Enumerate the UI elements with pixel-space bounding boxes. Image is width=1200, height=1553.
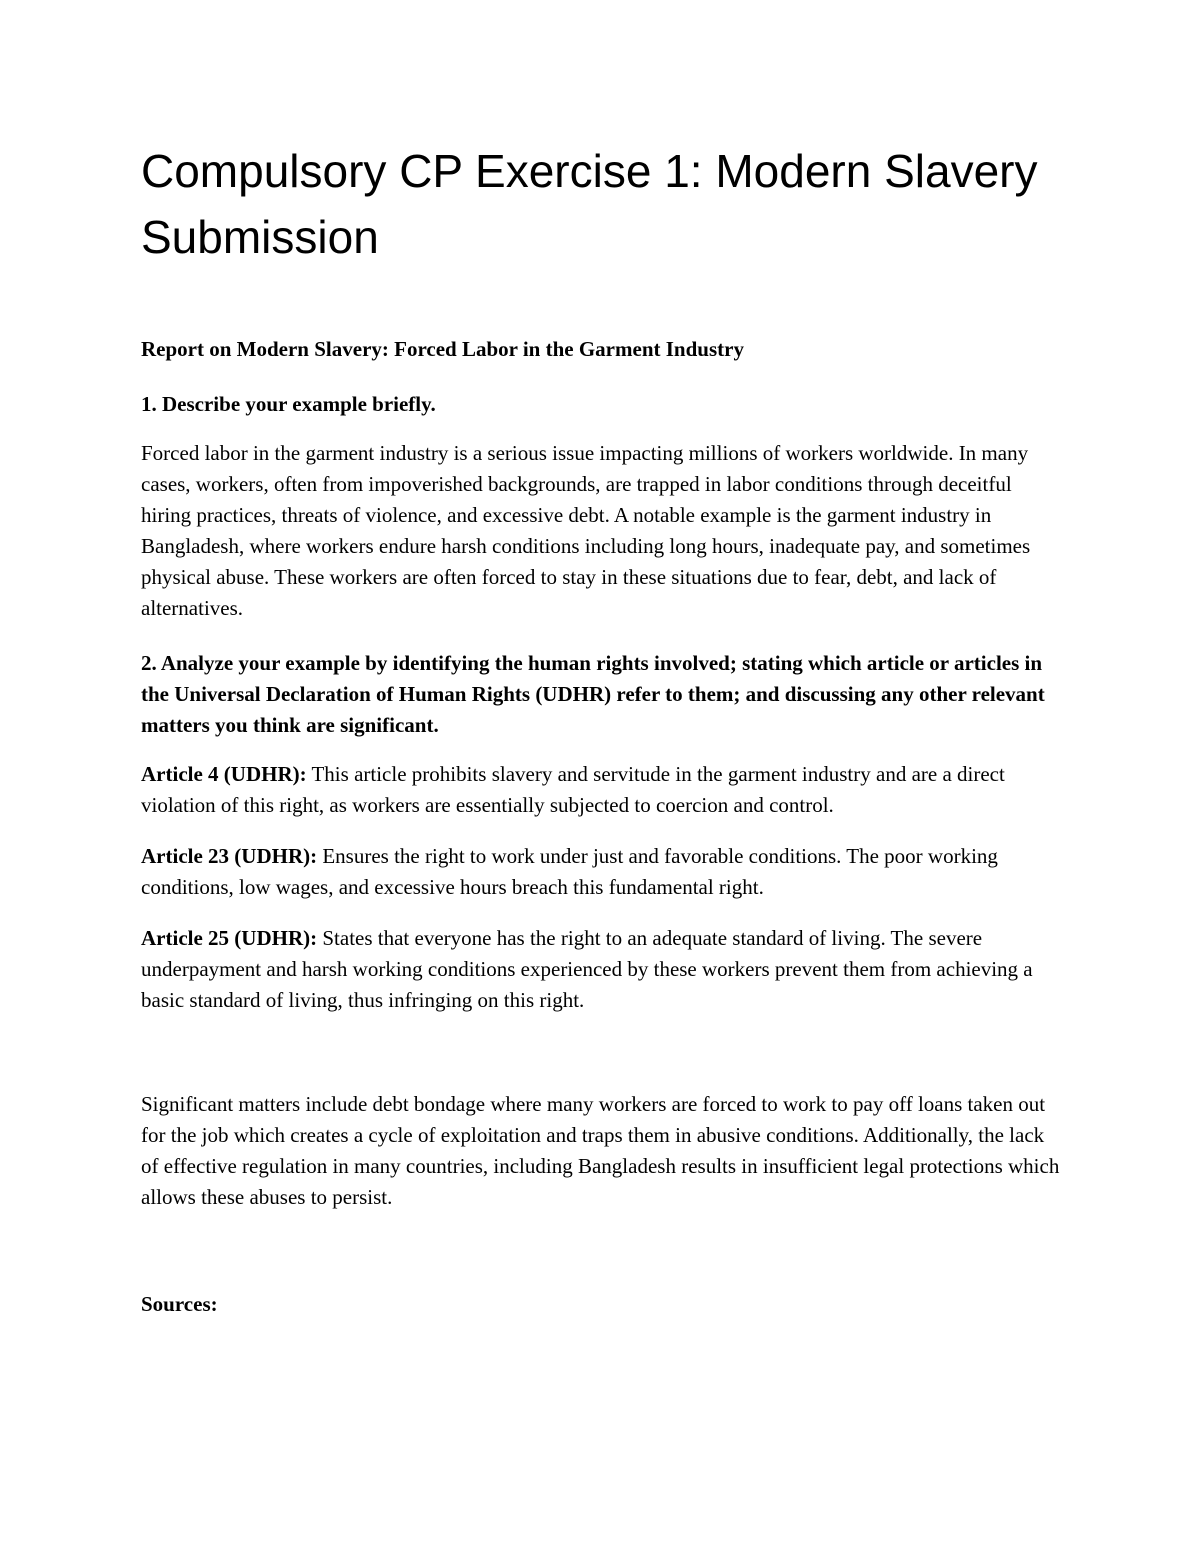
article-23-label: Article 23 (UDHR): — [141, 844, 318, 868]
sources-label: Sources: — [141, 1292, 218, 1316]
article-23-text: Ensures the right to work under just and favorable conditions. The poor working conditions, low wages, and excessive hours breach this fundamental right. — [141, 844, 998, 899]
article-25-paragraph — [141, 923, 1061, 1016]
article-4-label: Article 4 (UDHR): — [141, 762, 307, 786]
section-1-body: Forced labor in the garment industry is a serious issue impacting millions of workers worldwide. In many cases, workers, often from impoverished backgrounds, are trapped in labor conditions through deceitful hiring practices, threats of violence, and excessive debt. A notable example is the garment industry in Bangladesh, where workers endure harsh conditions including long hours, inadequate pay, and sometimes physical abuse. These workers are often forced to stay in these situations due to fear, debt, and lack of alternatives. — [141, 441, 1031, 620]
article-25-label: Article 25 (UDHR): — [141, 926, 318, 950]
document-content — [141, 138, 1061, 1320]
article-25-text: States that everyone has the right to an adequate standard of living. The severe underpayment and harsh working conditions experienced by these workers prevent them from achieving a basic standard of living, thus infringing on this right. — [141, 926, 1033, 1012]
section-2-heading: 2. Analyze your example by identifying the human rights involved; stating which article or articles in the Universal Declaration of Human Rights (UDHR) refer to them; and discussing any other relevant matters you think are significant. — [141, 651, 1045, 737]
report-heading: Report on Modern Slavery: Forced Labor in the Garment Industry — [141, 337, 744, 361]
article-4-paragraph — [141, 759, 1061, 821]
section-1-heading: 1. Describe your example briefly. — [141, 392, 436, 416]
significant-matters-paragraph: Significant matters include debt bondage where many workers are forced to work to pay off loans taken out for the job which creates a cycle of exploitation and traps them in abusive conditions. Additionally, the lack of effective regulation in many countries, including Bangladesh results in insufficient legal protections which allows these abuses to persist. — [141, 1092, 1060, 1209]
article-4-text: This article prohibits slavery and servitude in the garment industry and are a direct violation of this right, as workers are essentially subjected to coercion and control. — [141, 762, 1005, 817]
article-23-paragraph — [141, 841, 1061, 903]
document-title: Compulsory CP Exercise 1: Modern Slavery Submission — [141, 145, 1038, 263]
